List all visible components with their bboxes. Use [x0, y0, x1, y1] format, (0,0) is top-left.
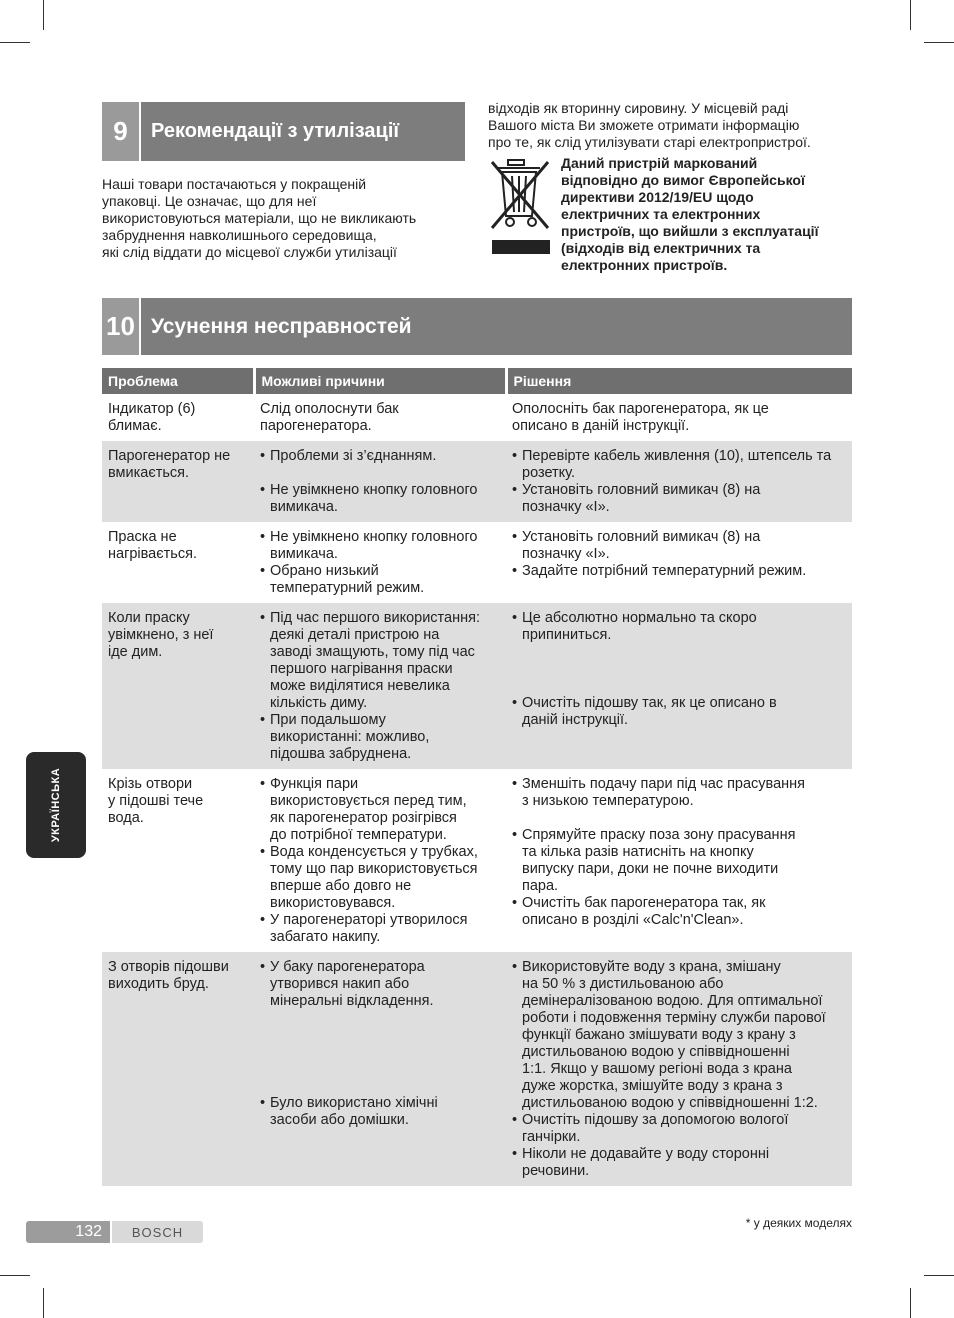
text-line: речовини. — [522, 1163, 590, 1179]
bullet-item — [260, 1095, 500, 1129]
text-line: даній інструкції. — [522, 712, 629, 728]
text-line: • Очистіть підошву за допомогою вологої — [522, 1112, 789, 1128]
language-side-tab — [26, 752, 86, 858]
text-line: • При подальшому — [270, 712, 386, 728]
text-line: описано в даній інструкції. — [512, 418, 690, 434]
text-line: • Перевірте кабель живлення (10), штепсель та — [522, 448, 832, 464]
text-line: підошва забруднена. — [270, 746, 412, 762]
bullet-item — [512, 448, 846, 482]
text-line: засоби або домішки. — [270, 1112, 409, 1128]
text-line: (відходів від електричних та — [561, 240, 761, 256]
bullet-item — [512, 563, 846, 580]
bullet-item — [512, 1112, 846, 1146]
language-label: УКРАЇНСЬКА — [50, 767, 62, 843]
weee-directive-text — [561, 155, 861, 274]
spacer — [260, 1078, 500, 1095]
text-line: використанні: можливо, — [270, 729, 430, 745]
text-line: дуже жорстка, змішуйте воду з крана з — [522, 1078, 783, 1094]
spacer — [260, 1010, 500, 1027]
text-line: забагато накипу. — [270, 929, 381, 945]
text-line: припиниться. — [522, 627, 612, 643]
problem-cell — [102, 522, 254, 603]
text-line: мінеральні відкладення. — [270, 993, 434, 1009]
crop-mark — [0, 42, 30, 43]
recycling-info-text — [488, 100, 858, 151]
text-line: Парогенератор не — [108, 448, 231, 464]
text-line: може виділятися невелика — [270, 678, 450, 694]
text-line: 1:1. Якщо у вашому регіоні вода з крана — [522, 1061, 792, 1077]
solutions-cell — [506, 394, 852, 441]
text-line: • Обрано низький — [270, 563, 379, 579]
column-header-solutions: Рішення — [506, 368, 852, 394]
text-line: • Не увімкнено кнопку головного — [270, 482, 478, 498]
text-line: та кілька разів натисніть на кнопку — [522, 844, 754, 860]
text-line: • У баку парогенератора — [270, 959, 425, 975]
text-line: Ополосніть бак парогенератора, як це — [512, 401, 769, 417]
bullet-item — [260, 776, 500, 844]
crop-mark — [43, 1288, 44, 1318]
spacer — [512, 661, 846, 678]
solutions-cell — [506, 441, 852, 522]
table-row — [102, 522, 852, 603]
bullet-item — [512, 482, 846, 516]
text-line: забруднення навколишнього середовища, — [102, 227, 377, 243]
text-line: вимикача. — [270, 546, 338, 562]
text-line: З отворів підошви — [108, 959, 229, 975]
table-header-row — [102, 368, 852, 394]
text-line: відповідно до вимог Європейської — [561, 172, 805, 188]
section-10-header — [102, 298, 852, 355]
text-line: пара. — [522, 878, 559, 894]
text-line: Вашого міста Ви зможете отримати інформацію — [488, 117, 800, 133]
text-line: ганчірки. — [522, 1129, 581, 1145]
text-line: вода. — [108, 810, 144, 826]
text-line: парогенератора. — [260, 418, 372, 434]
text-line: • Під час першого використання: — [270, 610, 480, 626]
text-line: у підошві тече — [108, 793, 204, 809]
bullet-item — [512, 610, 846, 644]
text-line: Крізь отвори — [108, 776, 193, 792]
text-line: • Проблеми зі з’єднанням. — [270, 448, 437, 464]
crossed-out-wheelie-bin-icon — [488, 154, 552, 258]
crop-mark — [924, 1275, 954, 1276]
causes-cell — [254, 522, 506, 603]
text-line: до потрібної температури. — [270, 827, 447, 843]
spacer — [260, 1044, 500, 1061]
text-line: упаковці. Це означає, що для неї — [102, 193, 317, 209]
bullet-item — [260, 959, 500, 1010]
crop-mark — [910, 1288, 911, 1318]
spacer — [512, 678, 846, 695]
text-line: • У парогенераторі утворилося — [270, 912, 468, 928]
text-line: першого нагрівання праски — [270, 661, 453, 677]
bullet-item — [512, 776, 846, 810]
text-line: використовується перед тим, — [270, 793, 467, 809]
text-line: утворився накип або — [270, 976, 410, 992]
solutions-cell — [506, 603, 852, 769]
text-item — [260, 401, 500, 435]
bullet-item — [260, 482, 500, 516]
bullet-item — [512, 1146, 846, 1180]
spacer — [512, 644, 846, 661]
text-line: • Задайте потрібний температурний режим. — [522, 563, 807, 579]
text-line: електричних та електронних — [561, 206, 761, 222]
text-line: заводі змащують, тому під час — [270, 644, 475, 660]
text-line: демінералізованою водою. Для оптимальної — [522, 993, 823, 1009]
text-line: • Ніколи не додавайте у воду сторонні — [522, 1146, 770, 1162]
bullet-item — [260, 529, 500, 563]
text-line: Наші товари постачаються у покращеній — [102, 176, 367, 192]
text-line: про те, як слід утилізувати старі електропристрої. — [488, 134, 811, 150]
text-line: • Це абсолютно нормально та скоро — [522, 610, 757, 626]
text-line: Коли праску — [108, 610, 190, 626]
causes-cell — [254, 603, 506, 769]
text-line: виходить бруд. — [108, 976, 209, 992]
text-line: увімкнено, з неї — [108, 627, 214, 643]
text-line: • Функція пари — [270, 776, 359, 792]
text-line: директиви 2012/19/EU щодо — [561, 189, 754, 205]
text-line: іде дим. — [108, 644, 163, 660]
page-number: 132 — [26, 1221, 110, 1243]
solutions-cell — [506, 952, 852, 1186]
text-line: Індикатор (6) — [108, 401, 196, 417]
table-row — [102, 441, 852, 522]
causes-cell — [254, 441, 506, 522]
column-header-causes: Можливі причини — [254, 368, 506, 394]
bullet-item — [512, 895, 846, 929]
text-line: роботи і подовження терміну служби парової — [522, 1010, 826, 1026]
text-line: Даний пристрій маркований — [561, 155, 758, 171]
section-9-header — [102, 102, 465, 161]
text-line: тому що пар використовується — [270, 861, 478, 877]
problem-cell — [102, 441, 254, 522]
crop-mark — [910, 0, 911, 30]
spacer — [512, 810, 846, 827]
problem-cell — [102, 952, 254, 1186]
text-line: температурний режим. — [270, 580, 425, 596]
text-line: блимає. — [108, 418, 162, 434]
text-line: • Очистіть бак парогенератора так, як — [522, 895, 766, 911]
bullet-item — [512, 529, 846, 563]
text-line: кількість диму. — [270, 695, 368, 711]
text-item — [512, 401, 846, 435]
text-line: Праска не — [108, 529, 177, 545]
causes-cell — [254, 769, 506, 952]
table-row — [102, 394, 852, 441]
section-number: 9 — [102, 102, 141, 161]
table-row — [102, 769, 852, 952]
section-title: Усунення несправностей — [151, 314, 412, 338]
bullet-item — [260, 912, 500, 946]
text-line: • Установіть головний вимикач (8) на — [522, 482, 761, 498]
text-line: позначку «I». — [522, 546, 610, 562]
bullet-item — [260, 563, 500, 597]
solutions-cell — [506, 769, 852, 952]
section-number: 10 — [102, 298, 141, 355]
text-line: як парогенератор розігрівся — [270, 810, 457, 826]
footnote: * у деяких моделях — [745, 1216, 852, 1230]
crop-mark — [43, 0, 44, 30]
bullet-item — [260, 712, 500, 763]
text-line: які слід віддати до місцевої служби утилізації — [102, 244, 397, 260]
text-line: • Вода конденсується у трубках, — [270, 844, 478, 860]
spacer — [260, 465, 500, 482]
spacer — [260, 1061, 500, 1078]
crop-mark — [924, 42, 954, 43]
text-line: вимикача. — [270, 499, 338, 515]
bullet-item — [260, 844, 500, 912]
text-line: випуску пари, доки не почне виходити — [522, 861, 779, 877]
bullet-item — [512, 695, 846, 729]
text-line: дистильованою водою у співвідношенні 1:2. — [522, 1095, 818, 1111]
spacer — [260, 1027, 500, 1044]
table-row — [102, 603, 852, 769]
text-line: дистильованою водою у співвідношенні — [522, 1044, 790, 1060]
text-line: нагрівається. — [108, 546, 197, 562]
crop-mark — [0, 1275, 30, 1276]
problem-cell — [102, 603, 254, 769]
text-line: відходів як вторинну сировину. У місцевій раді — [488, 100, 789, 116]
causes-cell — [254, 952, 506, 1186]
text-line: електронних пристроїв. — [561, 257, 728, 273]
text-line: вмикається. — [108, 465, 190, 481]
causes-cell — [254, 394, 506, 441]
text-line: • Спрямуйте праску поза зону прасування — [522, 827, 796, 843]
text-line: використовуються матеріали, що не викликають — [102, 210, 417, 226]
section-title: Рекомендації з утилізації — [151, 120, 400, 142]
bullet-item — [512, 827, 846, 895]
table-row — [102, 952, 852, 1186]
bullet-item — [512, 959, 846, 1112]
text-line: позначку «I». — [522, 499, 610, 515]
text-line: описано в розділі «Calc'n'Clean». — [522, 912, 744, 928]
bullet-item — [260, 448, 500, 465]
bullet-item — [260, 610, 500, 712]
recycling-intro-text — [102, 176, 472, 261]
text-line: використовувався. — [270, 895, 396, 911]
text-line: вперше або довго не — [270, 878, 412, 894]
problem-cell — [102, 394, 254, 441]
text-line: з низькою температурою. — [522, 793, 694, 809]
text-line: функції бажано змішувати воду з крану з — [522, 1027, 796, 1043]
text-line: деякі деталі пристрою на — [270, 627, 440, 643]
solutions-cell — [506, 522, 852, 603]
text-line: Слід ополоснути бак — [260, 401, 399, 417]
text-line: • Використовуйте воду з крана, змішану — [522, 959, 781, 975]
text-line: • Було використано хімічні — [270, 1095, 438, 1111]
text-line: • Установіть головний вимикач (8) на — [522, 529, 761, 545]
problem-cell — [102, 769, 254, 952]
text-line: • Не увімкнено кнопку головного — [270, 529, 478, 545]
text-line: розетку. — [522, 465, 576, 481]
text-line: пристроїв, що вийшли з експлуатації — [561, 223, 819, 239]
brand-name: BOSCH — [112, 1221, 203, 1243]
column-header-problem: Проблема — [102, 368, 254, 394]
text-line: на 50 % з дистильованою або — [522, 976, 724, 992]
text-line: • Зменшіть подачу пари під час прасування — [522, 776, 806, 792]
text-line: • Очистіть підошву так, як це описано в — [522, 695, 777, 711]
troubleshooting-table — [102, 368, 852, 1186]
